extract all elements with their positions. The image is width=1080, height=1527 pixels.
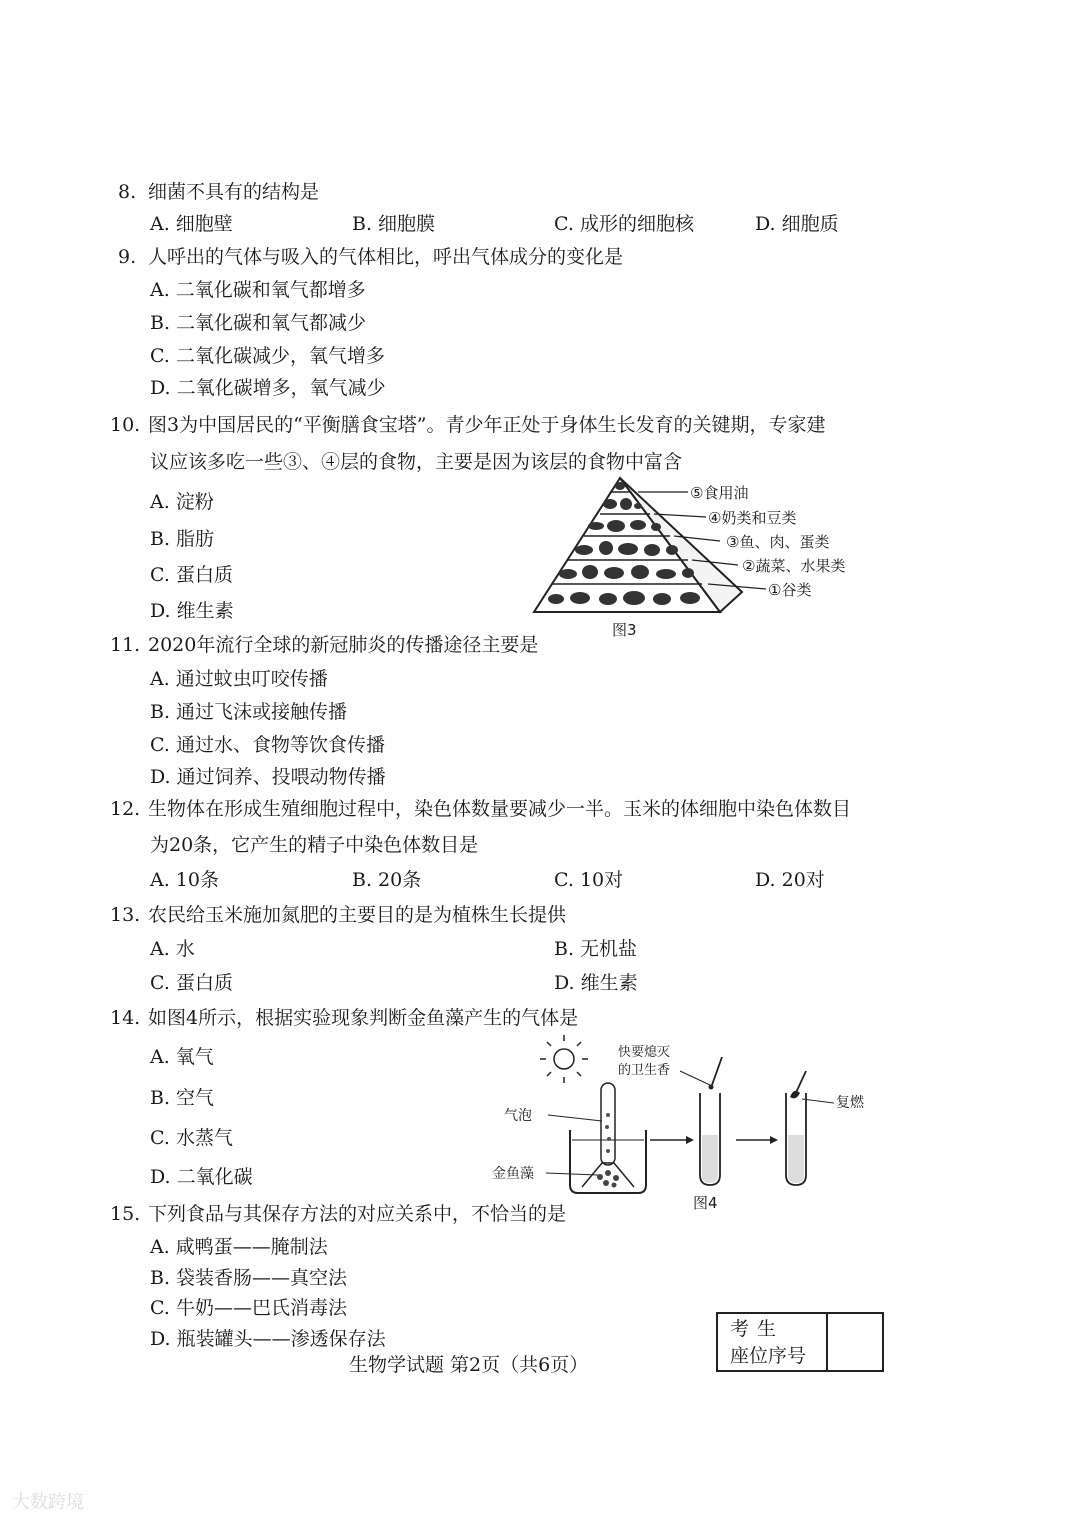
question-12-number: 12. bbox=[110, 798, 141, 820]
question-11-option-b: B. 通过飞沫或接触传播 bbox=[150, 701, 348, 723]
watermark: 大数跨境 bbox=[12, 1492, 84, 1513]
question-12-option-b: B. 20条 bbox=[352, 869, 422, 891]
question-11-number: 11. bbox=[110, 634, 141, 656]
question-9-number: 9. bbox=[118, 246, 137, 268]
question-13-stem: 农民给玉米施加氮肥的主要目的是为植株生长提供 bbox=[148, 904, 567, 926]
question-10-option-a: A. 淀粉 bbox=[150, 491, 214, 513]
question-13-number: 13. bbox=[110, 904, 141, 926]
question-15-option-d: D. 瓶装罐头——渗透保存法 bbox=[150, 1328, 386, 1350]
figure-3-caption: 图3 bbox=[612, 621, 637, 639]
label-incense-line1: 快要熄灭 bbox=[618, 1045, 671, 1060]
question-8-number: 8. bbox=[118, 181, 137, 203]
question-12-stem-line2: 为20条，它产生的精子中染色体数目是 bbox=[150, 834, 479, 856]
question-8-option-a: A. 细胞壁 bbox=[150, 213, 233, 235]
question-11-option-c: C. 通过水、食物等饮食传播 bbox=[150, 734, 385, 756]
label-relight: 复燃 bbox=[836, 1095, 864, 1111]
question-14-option-d: D. 二氧化碳 bbox=[150, 1166, 253, 1188]
question-11-option-d: D. 通过饲养、投喂动物传播 bbox=[150, 766, 386, 788]
question-12-stem-line1: 生物体在形成生殖细胞过程中，染色体数量要减少一半。玉米的体细胞中染色体数目 bbox=[148, 798, 852, 820]
page-footer: 生物学试题 第2页（共6页） bbox=[349, 1354, 589, 1376]
question-12-option-a: A. 10条 bbox=[150, 869, 219, 891]
question-15-number: 15. bbox=[110, 1203, 141, 1225]
goldfish-weed-plant bbox=[597, 1170, 619, 1188]
question-9-option-a: A. 二氧化碳和氧气都增多 bbox=[150, 279, 366, 301]
question-15-stem: 下列食品与其保存方法的对应关系中，不恰当的是 bbox=[148, 1203, 567, 1225]
question-13-option-c: C. 蛋白质 bbox=[150, 972, 233, 994]
question-8-stem: 细菌不具有的结构是 bbox=[148, 181, 320, 203]
question-11-option-a: A. 通过蚊虫叮咬传播 bbox=[150, 668, 328, 690]
question-14-option-b: B. 空气 bbox=[150, 1087, 215, 1109]
pyramid-label-vegetables: ②蔬菜、水果类 bbox=[742, 557, 846, 575]
question-15-option-b: B. 袋装香肠——真空法 bbox=[150, 1267, 348, 1289]
question-10-stem-line2: 议应该多吃一些③、④层的食物，主要是因为该层的食物中富含 bbox=[150, 451, 683, 473]
label-goldfish-weed: 金鱼藻 bbox=[492, 1166, 534, 1182]
food-pyramid-figure bbox=[520, 470, 880, 645]
pyramid-label-dairy: ④奶类和豆类 bbox=[708, 509, 797, 527]
question-13-option-d: D. 维生素 bbox=[554, 972, 638, 994]
question-8-option-b: B. 细胞膜 bbox=[352, 213, 436, 235]
experiment-figure bbox=[490, 1035, 890, 1195]
question-9-option-d: D. 二氧化碳增多，氧气减少 bbox=[150, 377, 386, 399]
label-bubble: 气泡 bbox=[504, 1108, 532, 1124]
question-14-option-c: C. 水蒸气 bbox=[150, 1127, 233, 1149]
incense-stick-1 bbox=[712, 1057, 722, 1085]
question-9-option-b: B. 二氧化碳和氧气都减少 bbox=[150, 312, 367, 334]
question-15-option-c: C. 牛奶——巴氏消毒法 bbox=[150, 1297, 347, 1319]
bubbles bbox=[605, 1113, 611, 1153]
question-12-option-c: C. 10对 bbox=[554, 869, 624, 891]
question-14-option-a: A. 氧气 bbox=[150, 1046, 214, 1068]
question-8-option-c: C. 成形的细胞核 bbox=[554, 213, 694, 235]
pyramid-label-oil: ⑤食用油 bbox=[690, 484, 749, 502]
figure-4-caption: 图4 bbox=[693, 1194, 718, 1212]
sun-icon bbox=[540, 1035, 588, 1083]
pyramid-label-meat: ③鱼、肉、蛋类 bbox=[726, 533, 830, 551]
question-10-option-b: B. 脂肪 bbox=[150, 528, 215, 550]
seat-label-line1: 考生 bbox=[730, 1318, 785, 1340]
question-14-stem: 如图4所示，根据实验现象判断金鱼藻产生的气体是 bbox=[148, 1007, 579, 1029]
pyramid-label-grains: ①谷类 bbox=[768, 581, 812, 599]
question-10-option-d: D. 维生素 bbox=[150, 600, 234, 622]
question-13-option-b: B. 无机盐 bbox=[554, 938, 638, 960]
question-15-option-a: A. 咸鸭蛋——腌制法 bbox=[150, 1236, 328, 1258]
question-8-option-d: D. 细胞质 bbox=[755, 213, 839, 235]
question-10-stem-line1: 图3为中国居民的“平衡膳食宝塔”。青少年正处于身体生长发育的关键期，专家建 bbox=[148, 414, 826, 436]
seat-label-line2: 座位序号 bbox=[730, 1345, 807, 1367]
question-9-stem: 人呼出的气体与吸入的气体相比，呼出气体成分的变化是 bbox=[148, 246, 624, 268]
seat-number-box bbox=[716, 1312, 884, 1372]
flame-icon bbox=[790, 1091, 800, 1099]
question-13-option-a: A. 水 bbox=[150, 938, 195, 960]
question-12-option-d: D. 20对 bbox=[755, 869, 825, 891]
question-14-number: 14. bbox=[110, 1007, 141, 1029]
question-11-stem: 2020年流行全球的新冠肺炎的传播途径主要是 bbox=[148, 634, 539, 656]
seat-number-label-cell bbox=[718, 1314, 828, 1370]
question-10-number: 10. bbox=[110, 414, 141, 436]
question-10-option-c: C. 蛋白质 bbox=[150, 564, 233, 586]
label-incense-line2: 的卫生香 bbox=[618, 1063, 671, 1078]
question-9-option-c: C. 二氧化碳减少，氧气增多 bbox=[150, 345, 385, 367]
